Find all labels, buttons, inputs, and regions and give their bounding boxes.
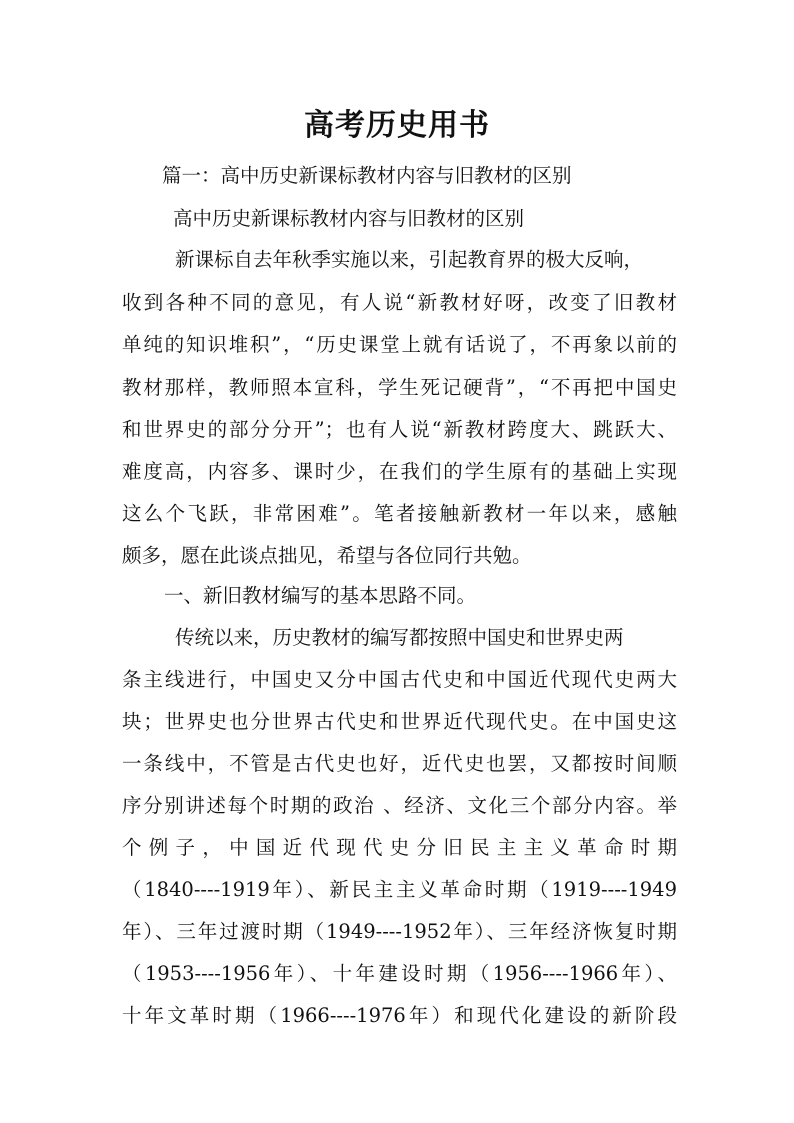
paragraph-line: （1840----1919年）、新民主主义革命时期（1919----1949 <box>122 878 677 901</box>
subtitle: 高中历史新课标教材内容与旧教材的区别 <box>173 207 525 230</box>
paragraph-line: 块；世界史也分世界古代史和世界近代现代史。在中国史这 <box>122 710 677 733</box>
paragraph-line: 新课标自去年秋季实施以来，引起教育界的极大反响， <box>175 248 644 271</box>
paragraph-line: 传统以来，历史教材的编写都按照中国史和世界史两 <box>175 626 624 649</box>
paragraph-line: 序分别讲述每个时期的政治 、经济、文化三个部分内容。举 <box>122 794 677 817</box>
section-subheading: 一、新旧教材编写的基本思路不同。 <box>164 584 477 607</box>
paragraph-line: 颇多，愿在此谈点拙见，希望与各位同行共勉。 <box>122 544 532 567</box>
paragraph-line: 年）、三年过渡时期（1949----1952年）、三年经济恢复时期 <box>122 920 677 943</box>
paragraph-line: （1953----1956年）、十年建设时期（1956----1966年）、 <box>122 962 677 985</box>
paragraph-line: 单纯的知识堆积”，“历史课堂上就有话说了，不再象以前的 <box>122 333 677 356</box>
paragraph-line: 条主线进行，中国史又分中国古代史和中国近代现代史两大 <box>122 668 677 691</box>
document-title: 高考历史用书 <box>304 108 490 143</box>
paragraph-line: 一条线中，不管是古代史也好，近代史也罢，又都按时间顺 <box>122 752 677 775</box>
paragraph-line: 个例子，中国近代现代史分旧民主主义革命时期 <box>122 836 677 859</box>
paragraph-line: 难度高，内容多、课时少，在我们的学生原有的基础上实现 <box>122 460 677 483</box>
paragraph-line: 这么个飞跃，非常困难”。笔者接触新教材一年以来，感触 <box>122 502 677 525</box>
paragraph-line: 和世界史的部分分开”；也有人说“新教材跨度大、跳跃大、 <box>122 418 677 441</box>
section-heading: 篇一：高中历史新课标教材内容与旧教材的区别 <box>162 164 572 187</box>
paragraph-line: 十年文革时期（1966----1976年）和现代化建设的新阶段 <box>122 1004 677 1027</box>
paragraph-line: 收到各种不同的意见，有人说“新教材好呀，改变了旧教材 <box>122 291 677 314</box>
paragraph-line: 教材那样，教师照本宣科，学生死记硬背”，“不再把中国史 <box>122 376 677 399</box>
